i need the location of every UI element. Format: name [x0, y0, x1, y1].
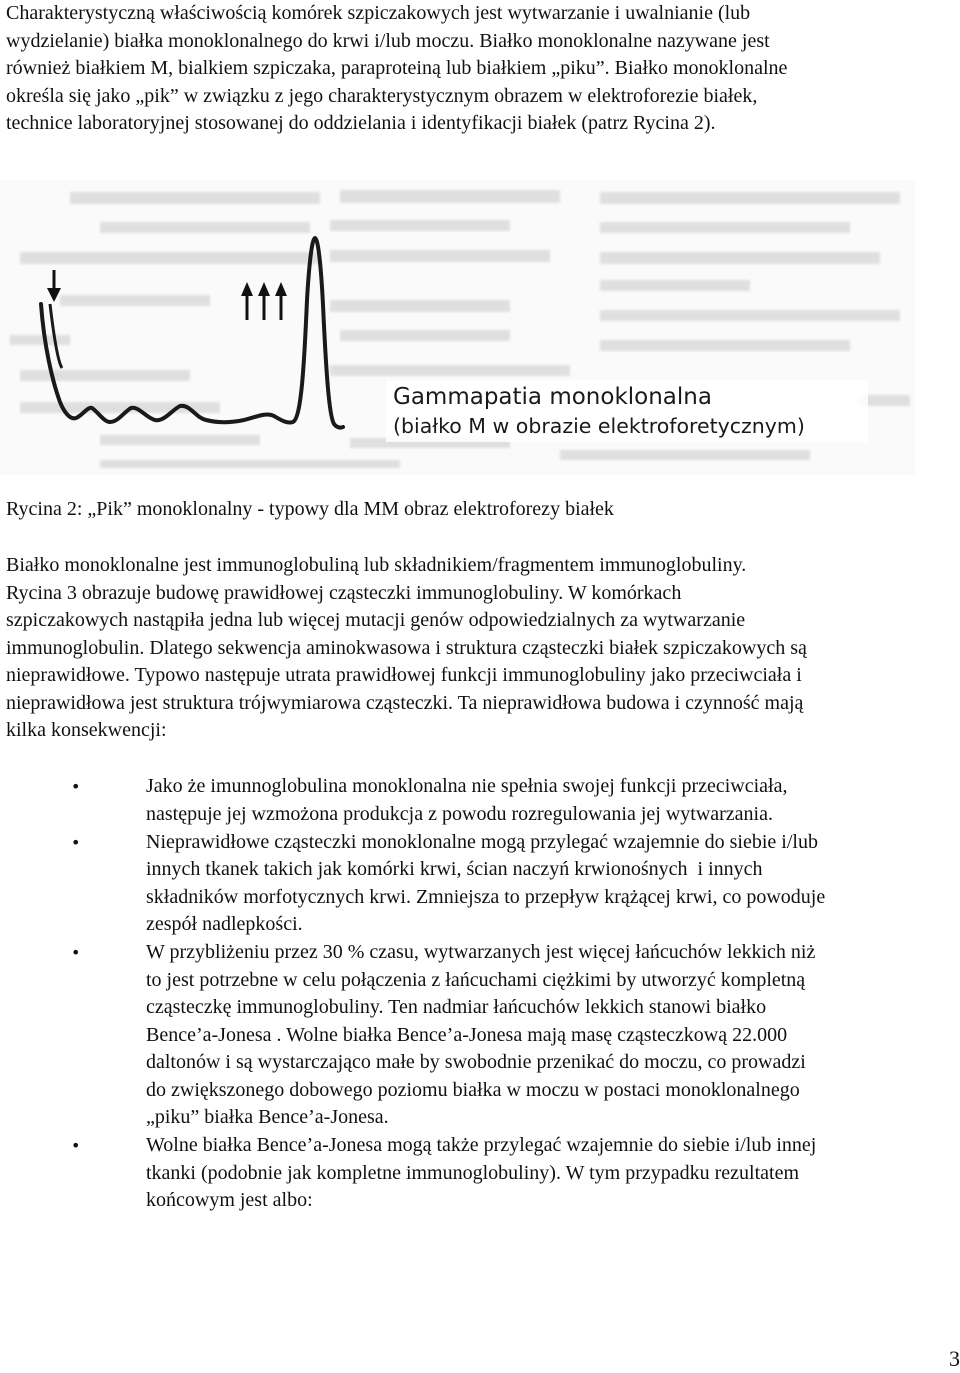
arrows-up-icon — [241, 282, 287, 320]
list-item — [0, 773, 960, 828]
list-item — [0, 939, 960, 1132]
list-item — [0, 1132, 960, 1215]
list-item-text: W przybliżeniu przez 30 % czasu, wytwarzanych jest więcej łańcuchów lekkich niż to jest potrzebne w celu połączenia z łańcuchami ciężkimi by utworzyć kompletną cząsteczkę immunoglobuliny. Ten nadmiar łańcuchów lekkich stanowi białko Bence’a-Jonesa . Wolne białka Bence’a-Jonesa mają masę cząsteczkową 22.000 daltonów i są wystarczająco małe by swobodnie przenikać do moczu, co prowadzi do zwiększonego dobowego poziomu białka w moczu w postaci monoklonalnego „piku” białka Bence’a-Jonesa. — [146, 941, 816, 1128]
intro-paragraph: Charakterystyczną właściwością komórek szpiczakowych jest wytwarzanie i uwalnianie (lub wydzielanie) białka monoklonalnego do krwi i/lub moczu. Białko monoklonalne nazywane jest również białkiem M, bialkiem szpiczaka, paraproteiną lub białkiem „piku”. Białko monoklonalne określa się jako „pik” w związku z jego charakterystycznym obrazem w elektroforezie białek, technice laboratoryjnej stosowanej do oddzielania i identyfikacji białek (patrz Rycina 2). — [6, 2, 788, 134]
list-item-text: Jako że imunnoglobulina monoklonalna nie spełnia swojej funkcji przeciwciała, następuje jej wzmożona produkcja z powodu rozregulowania jej wytwarzania. — [146, 775, 788, 825]
page-number: 3 — [949, 1346, 960, 1371]
figure-label-line2: (białko M w obrazie elektroforetycznym) — [393, 414, 805, 438]
bullet-icon: • — [71, 832, 81, 852]
list-item-text: Nieprawidłowe cząsteczki monoklonalne mogą przylegać wzajemnie do siebie i/lub innych tkanek takich jak komórki krwi, ścian naczyń krwionośnych i innych składników morfotycznych krwi. Zmniejsza to przepływ krążącej krwi, co powoduje zespół nadlepkości. — [146, 830, 826, 935]
list-item — [0, 829, 960, 939]
electrophoresis-scan — [0, 180, 915, 475]
consequences-list — [0, 773, 960, 1215]
body-paragraph: Białko monoklonalne jest immunoglobuliną lub składnikiem/fragmentem immunoglobuliny. Rycina 3 obrazuje budowę prawidłowej cząsteczki immunoglobuliny. W komórkach szpiczakowych nastąpiła jedna lub więcej mutacji genów odpowiedzialnych za wytwarzanie immunoglobulin. Dlatego sekwencja aminokwasowa i struktura cząsteczki białek szpiczakowych są nieprawidłowe. Typowo następuje utrata prawidłowej funkcji immunoglobuliny jako przeciwciała i nieprawidłowa jest struktura trójwymiarowa cząsteczki. Ta nieprawidłowa budowa i czynność mają kilka konsekwencji: — [6, 554, 807, 741]
figure-label-line1: Gammapatia monoklonalna — [393, 384, 712, 410]
electrophoresis-figure — [0, 180, 915, 475]
list-item-text: Wolne białka Bence’a-Jonesa mogą także przylegać wzajemnie do siebie i/lub innej tkanki (podobnie jak kompletne immunoglobuliny). W tym przypadku rezultatem końcowym jest albo: — [146, 1134, 817, 1211]
bullet-icon: • — [71, 1136, 81, 1155]
figure-caption: Rycina 2: „Pik” monoklonalny - typowy dla MM obraz elektroforezy białek — [6, 498, 614, 520]
bullet-icon: • — [71, 777, 81, 796]
bullet-icon: • — [71, 943, 81, 962]
